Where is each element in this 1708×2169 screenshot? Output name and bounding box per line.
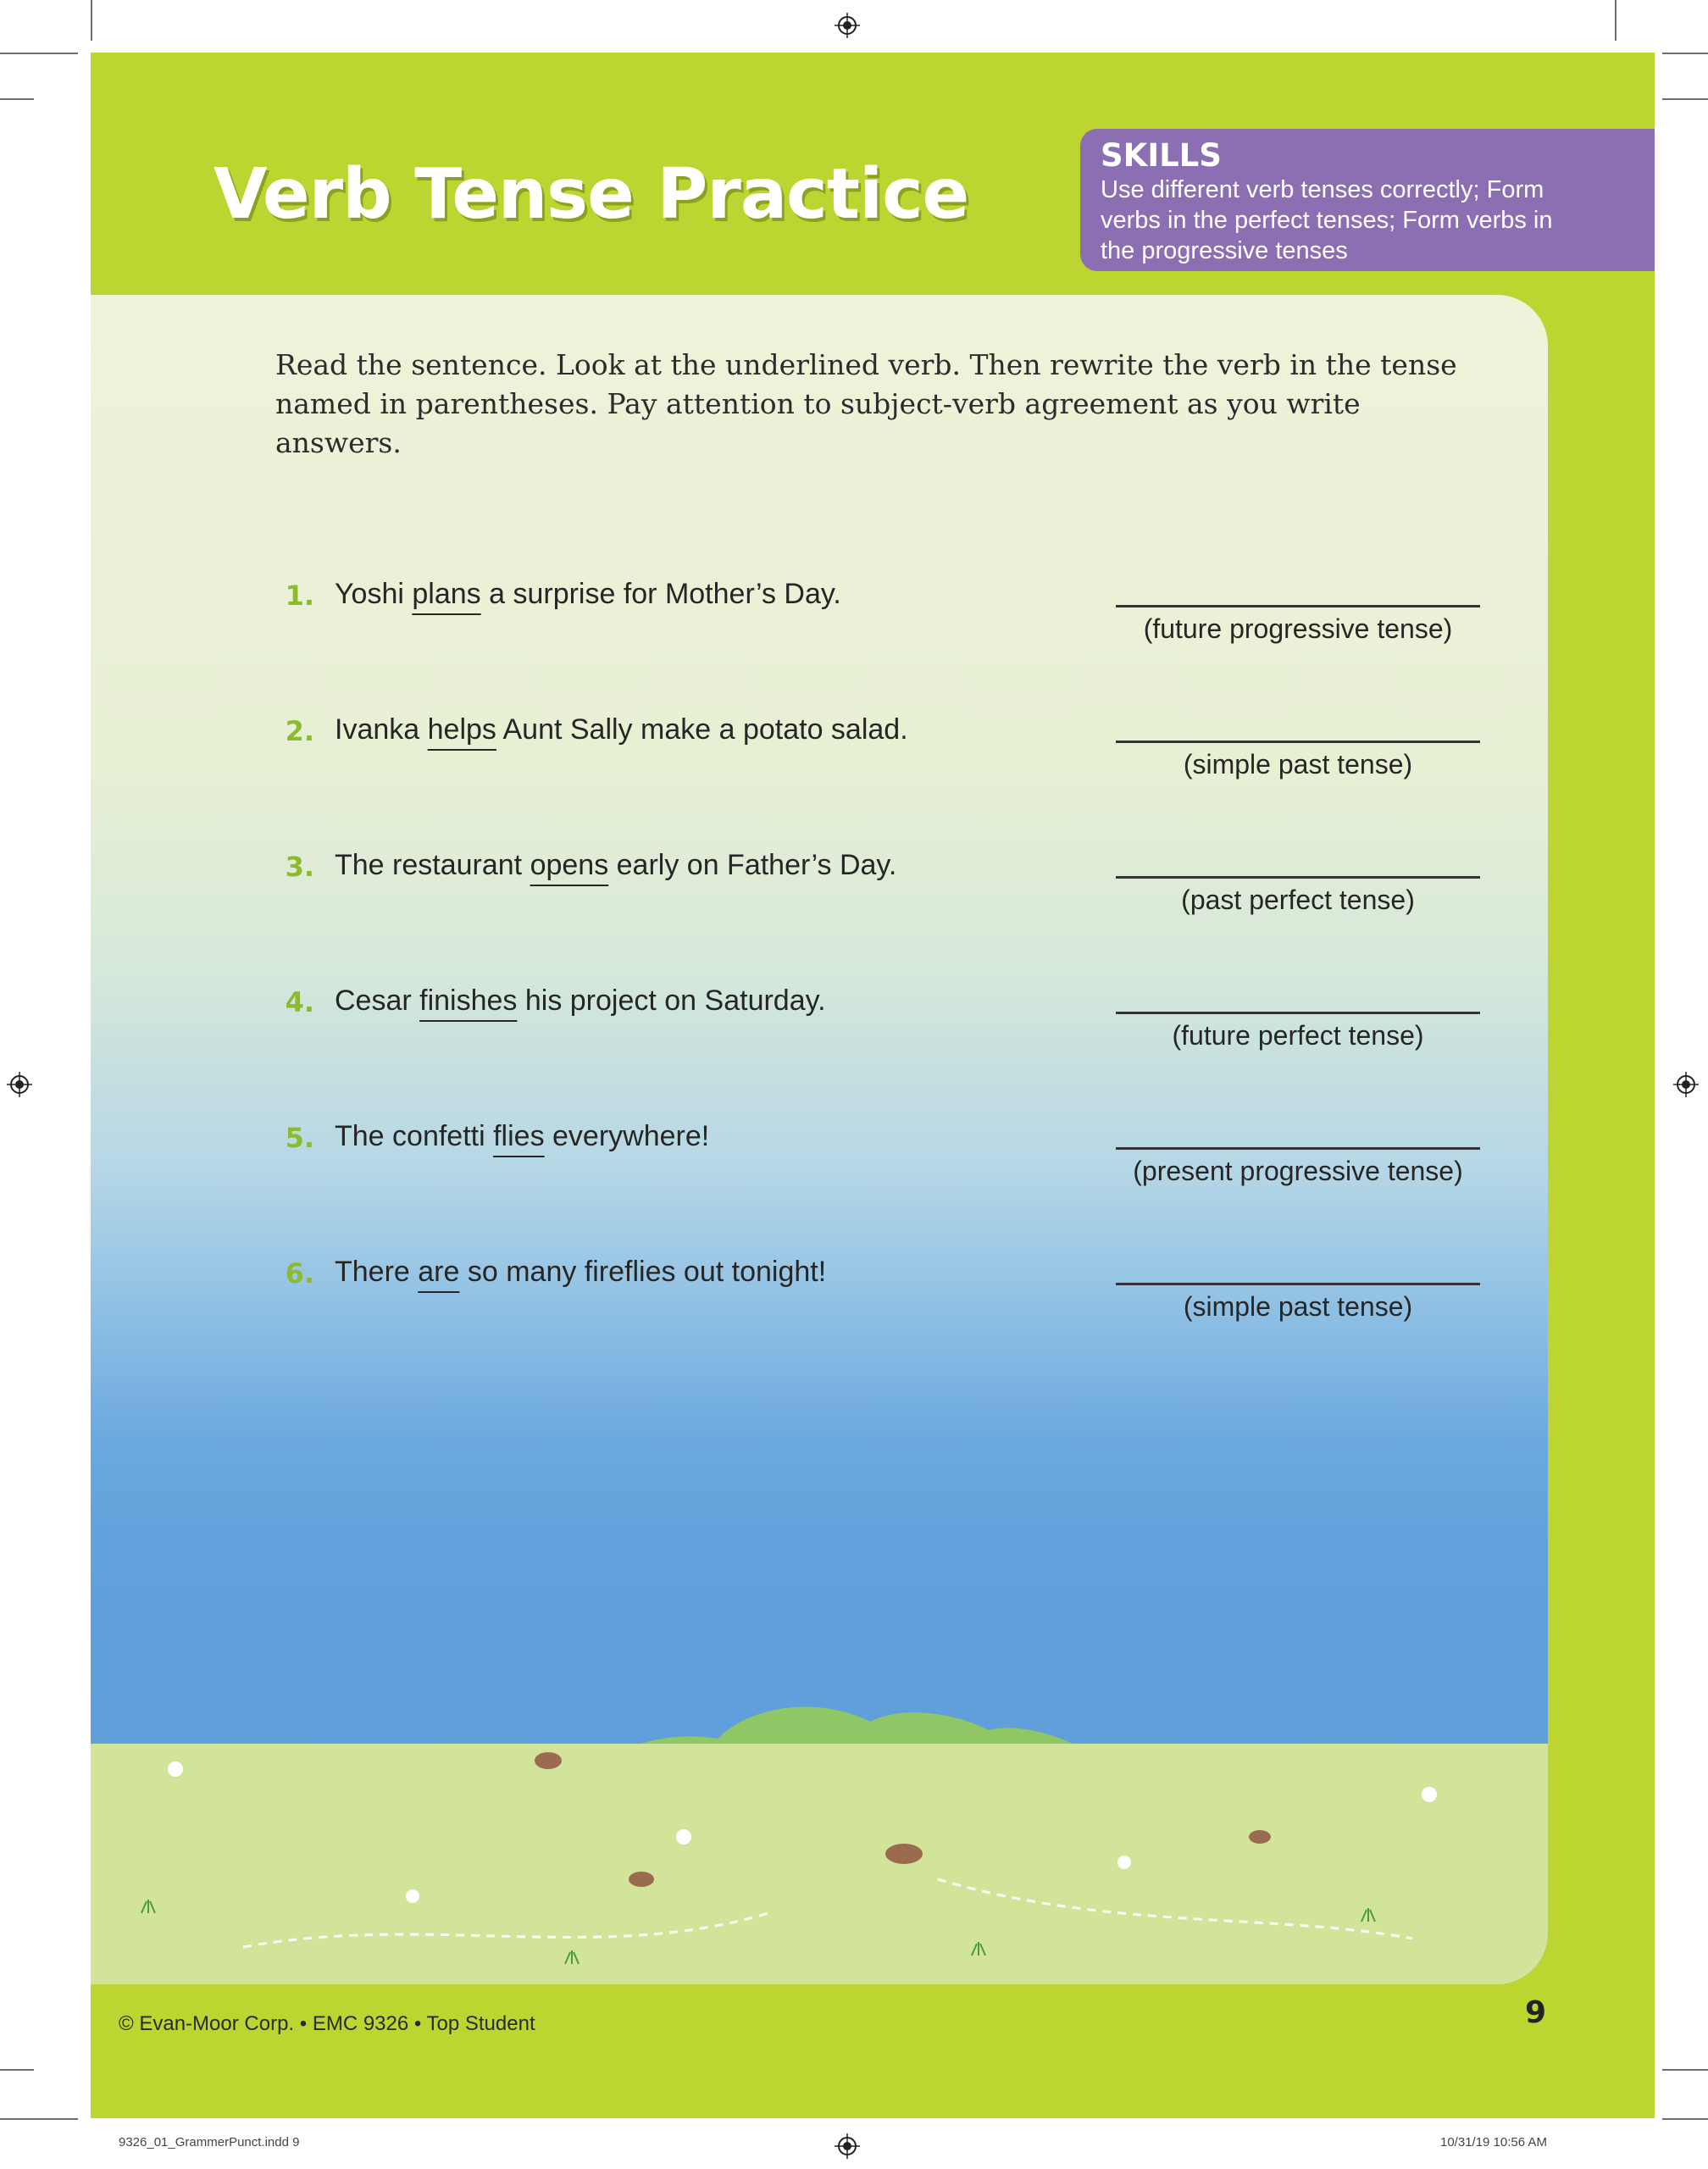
answer-line[interactable] — [1116, 1283, 1480, 1285]
underlined-verb: flies — [493, 1120, 545, 1152]
sentence-start: The confetti — [335, 1120, 494, 1152]
crop-mark — [1662, 53, 1708, 54]
answer-line[interactable] — [1116, 605, 1480, 607]
tense-label: (simple past tense) — [1183, 749, 1413, 779]
answer-line[interactable] — [1116, 741, 1480, 743]
tense-label: (simple past tense) — [1183, 1291, 1413, 1322]
content-panel — [91, 295, 1548, 1984]
question-sentence — [335, 1256, 826, 1289]
crop-mark — [0, 2069, 34, 2071]
tense-label: (past perfect tense) — [1181, 885, 1415, 915]
registration-mark-icon — [7, 1072, 32, 1097]
firefly-glow — [676, 1829, 691, 1844]
question-sentence — [335, 849, 896, 882]
question-sentence — [335, 985, 826, 1018]
question-sentence — [335, 578, 841, 611]
tense-label: (future progressive tense) — [1143, 613, 1453, 644]
page-number: 9 — [1525, 1995, 1547, 2030]
sentence-end: everywhere! — [544, 1120, 710, 1152]
underlined-verb: finishes — [419, 985, 518, 1017]
question-number: 4. — [285, 986, 314, 1018]
answer-line[interactable] — [1116, 1147, 1480, 1150]
underlined-verb: are — [418, 1256, 460, 1288]
crop-mark — [0, 53, 78, 54]
skills-box — [1080, 129, 1655, 271]
sentence-start: There — [335, 1256, 419, 1288]
tense-label: (present progressive tense) — [1133, 1156, 1463, 1186]
crop-mark — [1615, 0, 1616, 41]
firefly-glow — [168, 1761, 183, 1777]
crop-mark — [1662, 98, 1708, 100]
question-number: 6. — [285, 1257, 314, 1290]
registration-mark-icon — [835, 2133, 860, 2159]
grass-field — [91, 1744, 1548, 1984]
sentence-end: early on Father’s Day. — [608, 849, 897, 881]
firefly-glow — [406, 1889, 419, 1903]
sentence-start: Ivanka — [335, 713, 428, 746]
sentence-start: Yoshi — [335, 578, 413, 610]
question-number: 1. — [285, 580, 314, 612]
grass — [91, 1744, 1548, 1984]
question-number: 2. — [285, 715, 314, 747]
firefly-icon — [629, 1872, 654, 1887]
sentence-end: his project on Saturday. — [517, 985, 826, 1017]
answer-line[interactable] — [1116, 876, 1480, 879]
crop-mark — [0, 98, 34, 100]
question-sentence — [335, 713, 908, 746]
sentence-end: Aunt Sally make a potato salad. — [496, 713, 908, 746]
slug-date: 10/31/19 10:56 AM — [1440, 2135, 1547, 2150]
crop-mark — [0, 2118, 78, 2120]
crop-mark — [1662, 2069, 1708, 2071]
skills-text: Use different verb tenses correctly; Form verbs in the perfect tenses; Form verbs in the progressive tenses — [1101, 176, 1553, 264]
page-title: Verb Tense Practice — [214, 154, 969, 235]
firefly-glow — [1422, 1787, 1437, 1802]
underlined-verb: plans — [412, 578, 481, 610]
underlined-verb: helps — [427, 713, 496, 746]
slug-file-info: 9326_01_GrammerPunct.indd 9 — [119, 2135, 300, 2150]
firefly-icon — [535, 1752, 562, 1769]
skills-heading: SKILLS — [1101, 137, 1222, 174]
sentence-end: a surprise for Mother’s Day. — [480, 578, 841, 610]
copyright-footer: © Evan-Moor Corp. • EMC 9326 • Top Student — [119, 2012, 535, 2035]
sentence-end: so many fireflies out tonight! — [459, 1256, 827, 1288]
firefly-icon — [885, 1844, 923, 1864]
registration-mark-icon — [835, 13, 860, 38]
tense-label: (future perfect tense) — [1172, 1020, 1424, 1051]
underlined-verb: opens — [530, 849, 609, 881]
question-number: 5. — [285, 1122, 314, 1154]
question-sentence — [335, 1120, 709, 1153]
firefly-icon — [1249, 1830, 1271, 1844]
worksheet-page — [91, 53, 1655, 2118]
crop-mark — [91, 0, 92, 41]
crop-mark — [1662, 2118, 1708, 2120]
registration-mark-icon — [1673, 1072, 1699, 1097]
question-number: 3. — [285, 851, 314, 883]
sentence-start: Cesar — [335, 985, 420, 1017]
sentence-start: The restaurant — [335, 849, 530, 881]
firefly-glow — [1117, 1856, 1131, 1869]
instructions: Read the sentence. Look at the underlined verb. Then rewrite the verb in the tense named in parentheses. Pay attention to subject-verb agreement as you write answers. — [275, 348, 1457, 459]
answer-line[interactable] — [1116, 1012, 1480, 1014]
